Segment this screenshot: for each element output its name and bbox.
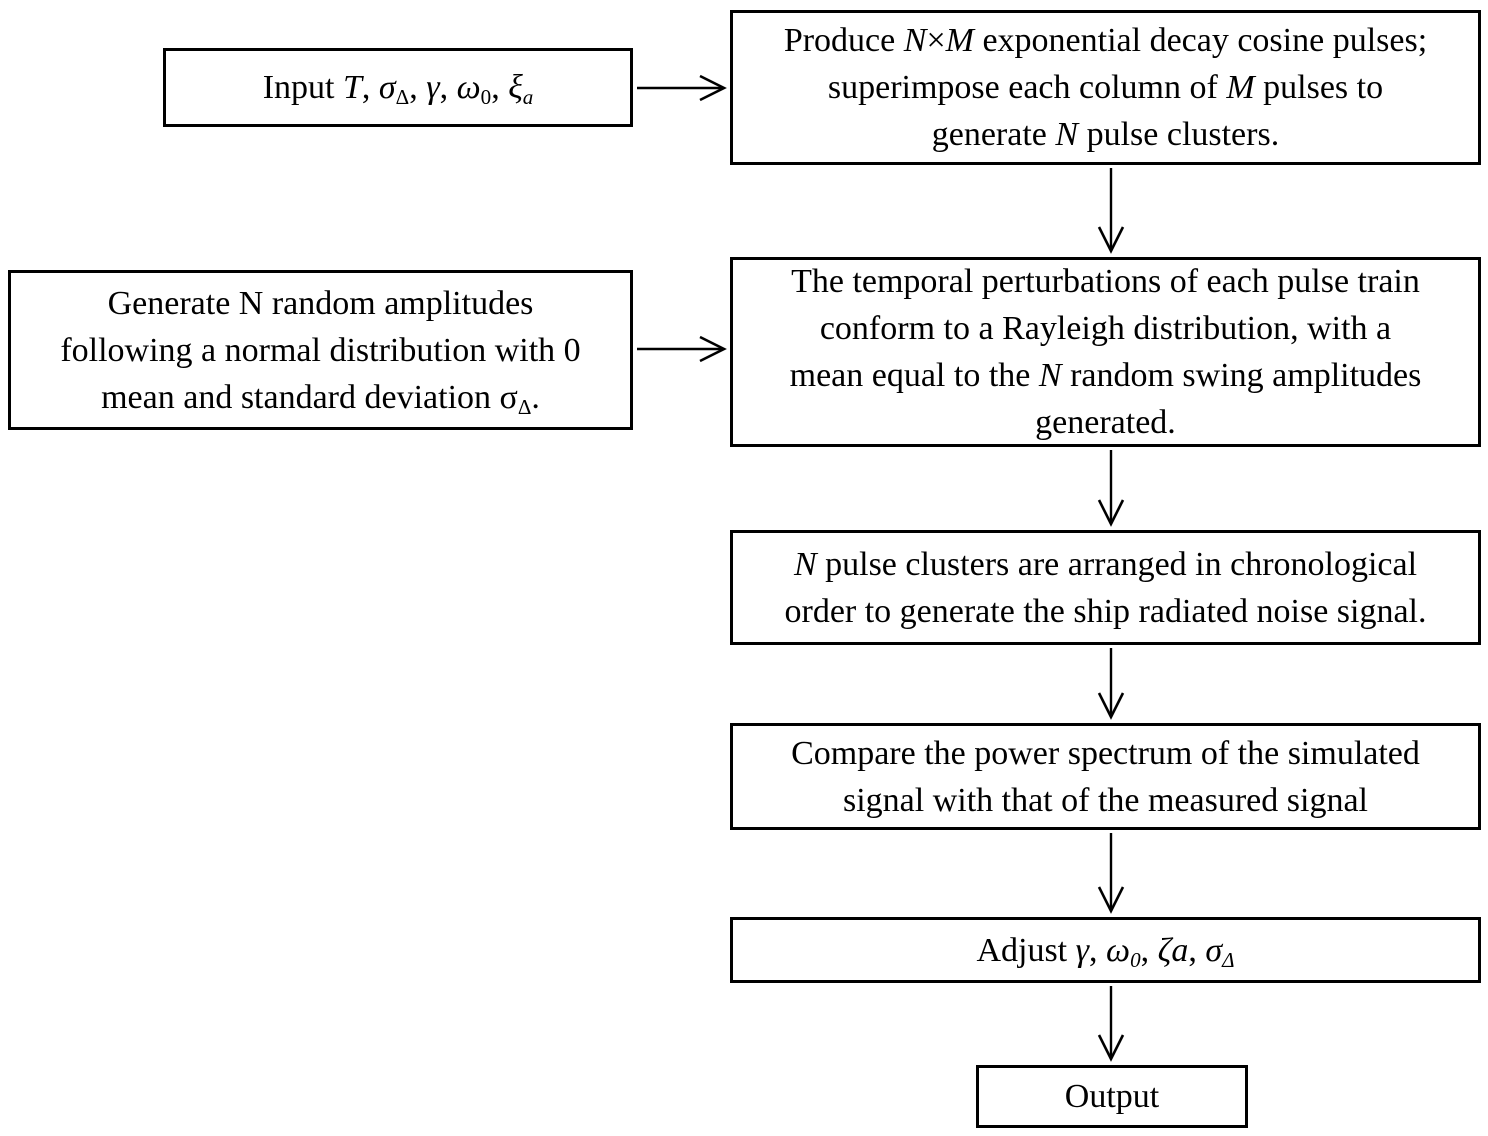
box-generate-label: Generate N random amplitudes following a normal distribution with 0 mean and standard deviation $\sigma_\Delta$. [60,284,581,419]
box-input-label: Input T, $\sigma_\Delta$, γ, $\omega_0$, $\xi_a$ [262,69,534,109]
flowchart-box-adjust-parameters [730,917,1481,983]
box-adjust-label: Adjust γ, $\omega_0$, ζa, $\sigma_\Delta$ [976,931,1235,972]
flowchart-box-compare-spectrum [730,723,1481,830]
box-rayleigh-label: The temporal perturbations of each pulse train conform to a Rayleigh distribution, with a mean equal to the N random swing amplitudes generated. [789,263,1422,441]
flowchart-box-input [163,48,633,127]
box-produce-label: Produce N×M exponential decay cosine pulses; superimpose each column of M pulses to generate N pulse clusters. [783,22,1428,153]
flowchart-box-rayleigh-distribution [730,257,1481,447]
flowchart-box-produce-pulses [730,10,1481,165]
box-arrange-label: N pulse clusters are arranged in chronological order to generate the ship radiated noise signal. [784,545,1427,630]
flowchart-box-generate-amplitudes [8,270,633,430]
box-compare-label: Compare the power spectrum of the simulated signal with that of the measured signal [791,734,1420,819]
flowchart-box-arrange-clusters [730,530,1481,645]
flowchart-box-output [976,1065,1248,1128]
box-output-label: Output [1064,1078,1160,1115]
